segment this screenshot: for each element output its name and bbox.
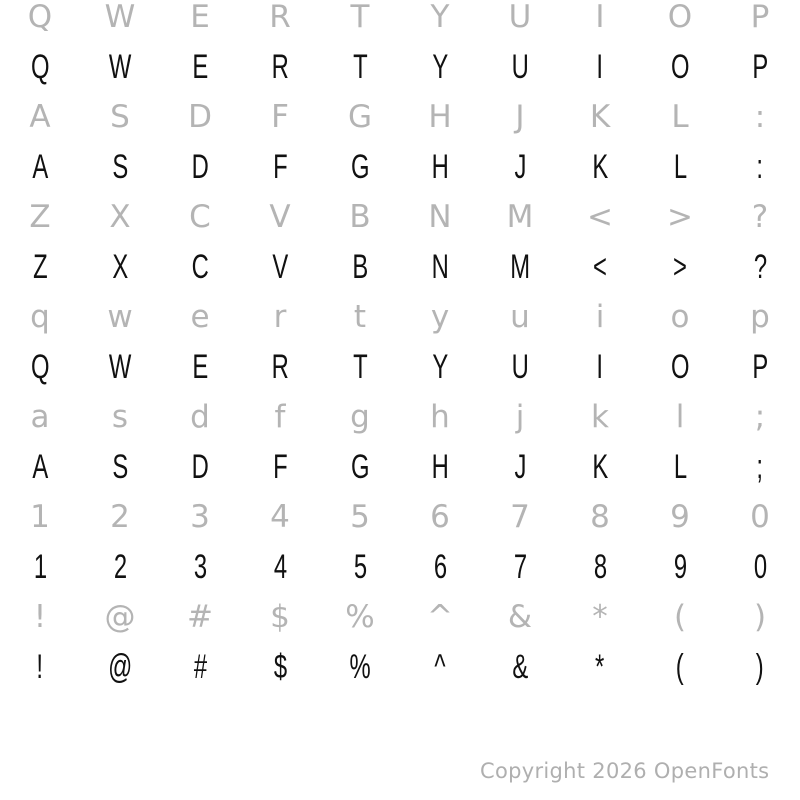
glyph-cell (640, 492, 720, 542)
glyph-cell (640, 442, 720, 492)
glyph: y (430, 298, 450, 335)
glyph: Y (432, 48, 448, 86)
glyph: j (515, 398, 525, 435)
glyph: r (273, 298, 287, 335)
glyph-cell (400, 292, 480, 342)
glyph: f (274, 398, 286, 435)
glyph: < (593, 248, 607, 286)
glyph: g (350, 398, 370, 435)
glyph-cell (400, 92, 480, 142)
glyph-cell (320, 542, 400, 592)
glyph: ) (753, 598, 767, 635)
glyph-cell (560, 542, 640, 592)
glyph: U (511, 48, 529, 86)
glyph: X (109, 198, 131, 235)
glyph-cell (720, 392, 800, 442)
glyph-cell (80, 142, 160, 192)
glyph-cell (80, 42, 160, 92)
glyph: k (591, 398, 609, 435)
glyph: S (110, 98, 130, 135)
glyph-cell (400, 542, 480, 592)
glyph: I (595, 0, 605, 35)
glyph-cell (240, 492, 320, 542)
glyph-cell (320, 192, 400, 242)
glyph: > (673, 248, 687, 286)
glyph: S (112, 148, 128, 186)
glyph: C (191, 248, 209, 286)
glyph-cell (720, 42, 800, 92)
glyph: U (511, 348, 529, 386)
glyph: a (30, 398, 50, 435)
glyph-cell (720, 192, 800, 242)
glyph: 6 (430, 498, 450, 535)
glyph-cell (0, 192, 80, 242)
glyph-cell (0, 542, 80, 592)
glyph-cell (480, 442, 560, 492)
glyph-row-specimen (0, 342, 800, 392)
glyph-cell (560, 292, 640, 342)
glyph: ^ (434, 648, 446, 686)
glyph: T (352, 348, 368, 386)
glyph-cell (720, 542, 800, 592)
glyph-cell (240, 342, 320, 392)
glyph: J (515, 98, 525, 135)
glyph-cell (480, 242, 560, 292)
glyph: S (112, 448, 128, 486)
glyph: 0 (750, 498, 770, 535)
glyph-cell (240, 542, 320, 592)
glyph-cell (560, 42, 640, 92)
glyph: L (671, 98, 689, 135)
glyph-row-reference (0, 492, 800, 542)
glyph: F (271, 98, 289, 135)
glyph-cell (240, 142, 320, 192)
glyph: M (506, 198, 534, 235)
glyph: ( (673, 598, 687, 635)
glyph-cell (320, 592, 400, 642)
glyph: Q (30, 348, 50, 386)
glyph: E (192, 348, 208, 386)
glyph-cell (560, 642, 640, 692)
glyph: q (30, 298, 50, 335)
glyph: ) (756, 648, 764, 686)
glyph-cell (640, 542, 720, 592)
glyph-cell (560, 92, 640, 142)
glyph: Q (27, 0, 53, 35)
glyph: l (675, 398, 685, 435)
glyph-cell (320, 292, 400, 342)
glyph: Z (29, 198, 51, 235)
glyph: 4 (270, 498, 290, 535)
glyph: B (352, 248, 368, 286)
glyph: N (428, 198, 452, 235)
glyph-cell (480, 642, 560, 692)
glyph: V (269, 198, 291, 235)
glyph-row-reference (0, 392, 800, 442)
glyph-cell (80, 92, 160, 142)
glyph: A (32, 148, 48, 186)
glyph-cell (400, 0, 480, 42)
glyph: ( (676, 648, 684, 686)
glyph: R (271, 48, 289, 86)
glyph: 3 (190, 498, 210, 535)
glyph-cell (560, 492, 640, 542)
glyph: p (750, 298, 770, 335)
glyph: W (108, 348, 132, 386)
glyph-cell (720, 92, 800, 142)
glyph: G (350, 448, 370, 486)
glyph-cell (640, 592, 720, 642)
glyph: H (428, 98, 452, 135)
glyph-row-reference (0, 0, 800, 42)
glyph: 7 (513, 548, 527, 586)
glyph: 1 (30, 498, 50, 535)
glyph: H (431, 448, 449, 486)
glyph-cell (320, 442, 400, 492)
glyph-cell (560, 442, 640, 492)
glyph: M (510, 248, 530, 286)
glyph-cell (560, 242, 640, 292)
glyph-cell (480, 92, 560, 142)
glyph: o (670, 298, 690, 335)
glyph-cell (640, 342, 720, 392)
glyph: & (507, 598, 533, 635)
glyph-cell (480, 42, 560, 92)
glyph: D (191, 148, 209, 186)
glyph: $ (270, 598, 290, 635)
glyph-cell (0, 0, 80, 42)
glyph: R (269, 0, 291, 35)
glyph: @ (107, 648, 133, 686)
glyph-cell (480, 342, 560, 392)
glyph-cell (160, 342, 240, 392)
glyph: 9 (670, 498, 690, 535)
glyph-cell (320, 142, 400, 192)
glyph: 1 (33, 548, 47, 586)
glyph: ! (36, 648, 44, 686)
glyph: d (190, 398, 210, 435)
glyph-cell (240, 442, 320, 492)
glyph: ; (756, 448, 764, 486)
glyph-cell (0, 342, 80, 392)
glyph-cell (320, 342, 400, 392)
glyph-cell (80, 242, 160, 292)
glyph-cell (320, 42, 400, 92)
glyph: ^ (427, 598, 453, 635)
glyph: E (192, 48, 208, 86)
glyph-cell (160, 242, 240, 292)
glyph: % (345, 598, 375, 635)
glyph-cell (480, 542, 560, 592)
glyph-cell (0, 642, 80, 692)
glyph: 0 (753, 548, 767, 586)
glyph-cell (160, 392, 240, 442)
glyph: D (188, 98, 212, 135)
glyph-cell (240, 242, 320, 292)
glyph: P (752, 48, 768, 86)
glyph-cell (560, 342, 640, 392)
glyph: P (750, 0, 770, 35)
glyph: W (108, 48, 132, 86)
glyph: ? (753, 248, 767, 286)
glyph: H (431, 148, 449, 186)
glyph-cell (720, 492, 800, 542)
glyph: R (271, 348, 289, 386)
glyph: W (104, 0, 136, 35)
glyph-cell (720, 292, 800, 342)
glyph: * (595, 648, 605, 686)
glyph-cell (80, 392, 160, 442)
glyph-cell (720, 242, 800, 292)
glyph: X (112, 248, 128, 286)
glyph-cell (0, 142, 80, 192)
glyph: Q (30, 48, 50, 86)
glyph-cell (400, 242, 480, 292)
glyph-cell (720, 642, 800, 692)
glyph: 7 (510, 498, 530, 535)
glyph-cell (160, 92, 240, 142)
glyph-cell (160, 142, 240, 192)
glyph: C (189, 198, 211, 235)
glyph-cell (80, 342, 160, 392)
glyph-cell (480, 292, 560, 342)
glyph-cell (240, 42, 320, 92)
glyph-cell (240, 92, 320, 142)
glyph: i (595, 298, 605, 335)
glyph: D (191, 448, 209, 486)
glyph-cell (640, 392, 720, 442)
glyph: O (670, 348, 690, 386)
glyph-cell (0, 392, 80, 442)
glyph: h (430, 398, 450, 435)
glyph-cell (480, 192, 560, 242)
glyph-cell (640, 142, 720, 192)
glyph-cell (640, 42, 720, 92)
glyph-row-specimen (0, 142, 800, 192)
glyph-cell (640, 92, 720, 142)
glyph: s (111, 398, 129, 435)
glyph-cell (0, 42, 80, 92)
glyph: Z (32, 248, 48, 286)
glyph-cell (80, 542, 160, 592)
glyph-cell (240, 642, 320, 692)
glyph: ! (33, 598, 47, 635)
glyph: U (508, 0, 532, 35)
glyph: t (353, 298, 367, 335)
glyph: 9 (673, 548, 687, 586)
glyph: 8 (593, 548, 607, 586)
glyph: 4 (273, 548, 287, 586)
glyph: G (350, 148, 370, 186)
glyph-row-specimen (0, 442, 800, 492)
glyph-cell (160, 0, 240, 42)
glyph-cell (400, 192, 480, 242)
glyph: V (272, 248, 288, 286)
glyph-cell (400, 592, 480, 642)
glyph: : (756, 148, 764, 186)
glyph-cell (560, 142, 640, 192)
glyph-cell (240, 292, 320, 342)
glyph: A (32, 448, 48, 486)
glyph: : (754, 98, 766, 135)
glyph: ? (751, 198, 769, 235)
glyph-row-specimen (0, 42, 800, 92)
glyph: F (272, 448, 288, 486)
glyph: J (514, 148, 526, 186)
glyph: L (673, 148, 687, 186)
glyph-row-specimen (0, 642, 800, 692)
glyph-cell (320, 242, 400, 292)
glyph: 2 (113, 548, 127, 586)
glyph: * (592, 598, 608, 635)
glyph-cell (400, 342, 480, 392)
glyph-cell (720, 592, 800, 642)
glyph-cell (560, 0, 640, 42)
glyph: B (349, 198, 371, 235)
glyph: A (29, 98, 51, 135)
glyph-cell (160, 292, 240, 342)
glyph: > (667, 198, 693, 235)
glyph-cell (160, 192, 240, 242)
glyph-cell (640, 0, 720, 42)
glyph: N (431, 248, 449, 286)
glyph-cell (560, 392, 640, 442)
glyph: F (272, 148, 288, 186)
glyph-row-reference (0, 192, 800, 242)
glyph: 8 (590, 498, 610, 535)
glyph: I (596, 48, 604, 86)
glyph-row-specimen (0, 542, 800, 592)
glyph-cell (320, 492, 400, 542)
glyph: 5 (353, 548, 367, 586)
glyph: u (510, 298, 530, 335)
glyph: L (673, 448, 687, 486)
glyph-cell (320, 642, 400, 692)
glyph: O (667, 0, 693, 35)
glyph-cell (80, 642, 160, 692)
glyph-cell (0, 442, 80, 492)
glyph-cell (160, 642, 240, 692)
glyph-cell (720, 442, 800, 492)
glyph-cell (640, 292, 720, 342)
glyph-cell (480, 142, 560, 192)
glyph-cell (0, 492, 80, 542)
glyph-row-reference (0, 592, 800, 642)
glyph-cell (400, 42, 480, 92)
glyph: K (589, 98, 611, 135)
glyph: I (596, 348, 604, 386)
glyph-cell (240, 592, 320, 642)
glyph-cell (720, 142, 800, 192)
glyph: & (512, 648, 528, 686)
glyph-row-specimen (0, 242, 800, 292)
glyph: J (514, 448, 526, 486)
glyph-cell (560, 592, 640, 642)
glyph-cell (160, 42, 240, 92)
glyph-cell (80, 292, 160, 342)
glyph-cell (480, 492, 560, 542)
glyph: w (107, 298, 133, 335)
glyph: 3 (193, 548, 207, 586)
glyph-cell (320, 392, 400, 442)
glyph-cell (80, 0, 160, 42)
glyph: e (190, 298, 210, 335)
glyph: ; (754, 398, 766, 435)
glyph-row-reference (0, 92, 800, 142)
glyph-cell (160, 442, 240, 492)
glyph-cell (400, 442, 480, 492)
glyph-cell (0, 242, 80, 292)
glyph-cell (0, 292, 80, 342)
glyph-cell (640, 242, 720, 292)
glyph-cell (160, 592, 240, 642)
glyph-cell (80, 442, 160, 492)
glyph-cell (640, 192, 720, 242)
glyph: G (347, 98, 373, 135)
glyph: Y (430, 0, 450, 35)
glyph: O (670, 48, 690, 86)
glyph: $ (273, 648, 287, 686)
glyph-cell (400, 642, 480, 692)
glyph-cell (80, 192, 160, 242)
glyph: T (350, 0, 370, 35)
glyph: K (592, 148, 608, 186)
glyph: Y (432, 348, 448, 386)
glyph-cell (400, 392, 480, 442)
glyph-cell (0, 592, 80, 642)
glyph-cell (0, 92, 80, 142)
glyph: E (190, 0, 210, 35)
glyph: 5 (350, 498, 370, 535)
glyph-cell (240, 0, 320, 42)
glyph-cell (240, 192, 320, 242)
glyph-cell (400, 142, 480, 192)
glyph-cell (80, 592, 160, 642)
glyph-cell (160, 492, 240, 542)
glyph: @ (104, 598, 136, 635)
glyph: 6 (433, 548, 447, 586)
glyph-cell (320, 92, 400, 142)
glyph-cell (160, 542, 240, 592)
glyph: P (752, 348, 768, 386)
glyph: # (193, 648, 207, 686)
copyright-text: Copyright 2026 OpenFonts (480, 759, 770, 783)
glyph-cell (560, 192, 640, 242)
glyph-cell (480, 592, 560, 642)
glyph: T (352, 48, 368, 86)
glyph-cell (480, 392, 560, 442)
glyph-cell (400, 492, 480, 542)
glyph: 2 (110, 498, 130, 535)
glyph-cell (480, 0, 560, 42)
glyph-cell (720, 0, 800, 42)
glyph-cell (720, 342, 800, 392)
glyph-cell (80, 492, 160, 542)
glyph: # (187, 598, 213, 635)
glyph: K (592, 448, 608, 486)
glyph: % (349, 648, 371, 686)
glyph-cell (320, 0, 400, 42)
glyph: < (587, 198, 613, 235)
glyph-row-reference (0, 292, 800, 342)
glyph-cell (240, 392, 320, 442)
glyph-cell (640, 642, 720, 692)
